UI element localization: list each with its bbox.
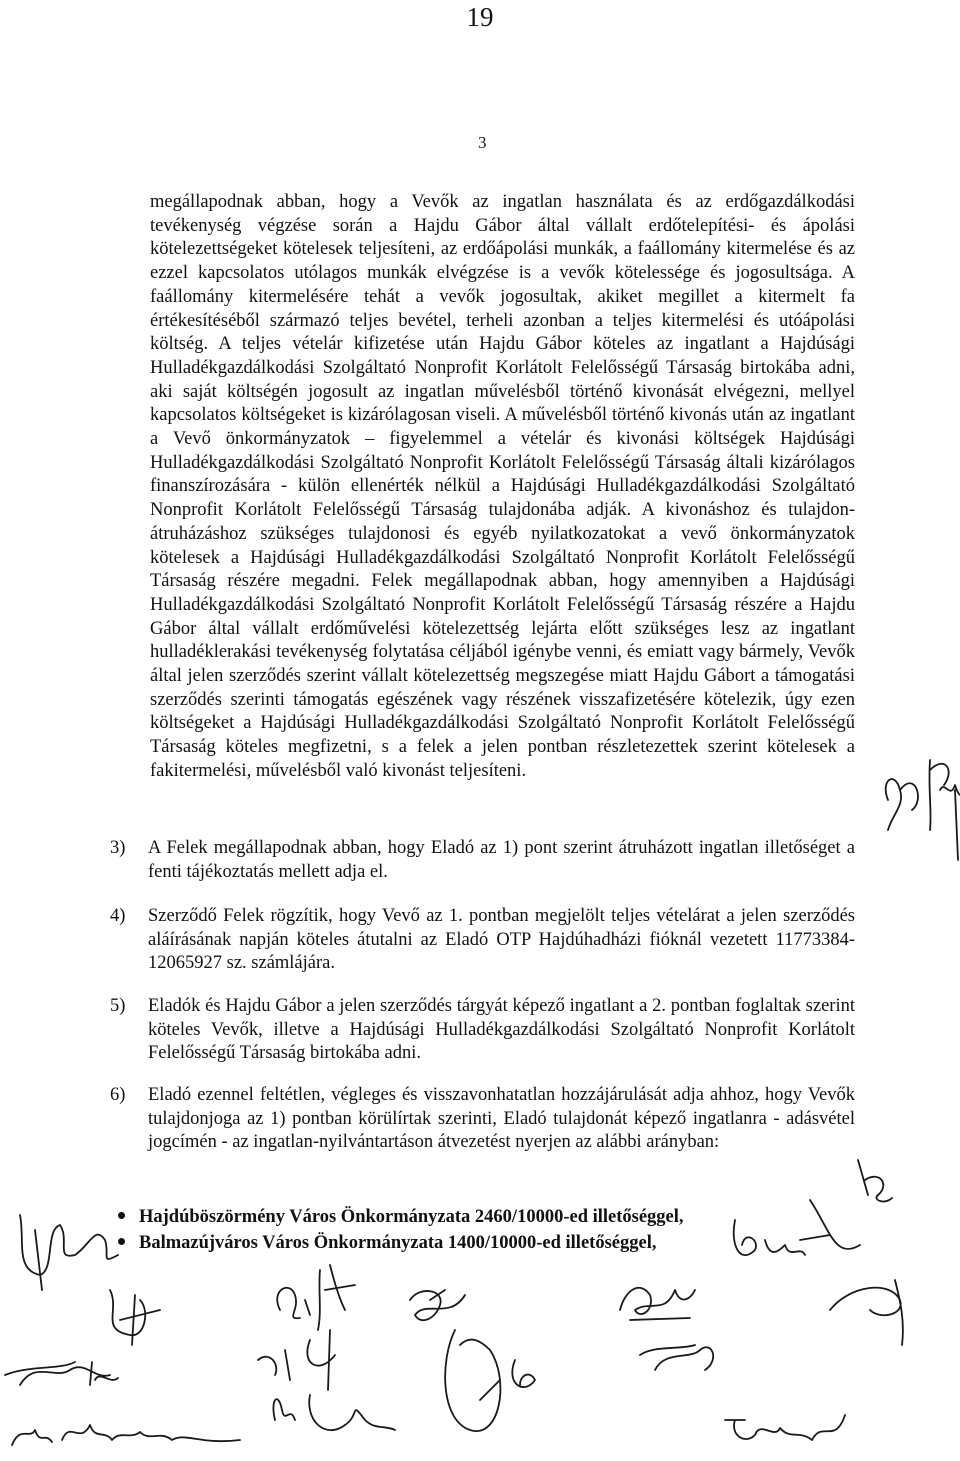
clause-number: 6) [110, 1085, 126, 1105]
intro-paragraph: megállapodnak abban, hogy a Vevők az ingatlan használata és az erdőgazdálkodási tevékenység végzése során a Hajdu Gábor által vállalt erdőtelepítési- és ápolási kötelezettségeket kötelesek teljesíteni, az erdőápolási munkák, a faállomány kitermelése és az ezzel kapcsolatos utólagos munkák elvégzése is a vevők kötelessége és jogosultsága. A faállomány kitermelésére tehát a vevők jogosultak, akiket megillet a kitermelt fa értékesítéséből származó teljes bevétel, terheli azonban a teljes kitermelési és utóápolási költség. A teljes vételár kifizetése után Hajdu Gábor köteles az ingatlant a Hajdúsági Hulladékgazdálkodási Szolgáltató Nonprofit Korlátolt Felelősségű Társaság birtokába adni, aki saját költségén jogosult az ingatlan művelésből történő kivonását elvégezni, mellyel kapcsolatos költségeket is kizárólagosan viseli. A művelésből történő kivonás után az ingatlant a Vevő önkormányzatok – figyelemmel a vételár és kivonási költségek Hajdúsági Hulladékgazdálkodási Szolgáltató Nonprofit Korlátolt Felelősségű Társaság általi kizárólagos finanszírozására - külön ellenérték nélkül a Hajdúsági Hulladékgazdálkodási Szolgáltató Nonprofit Korlátolt Felelősségű Társaság tulajdonába adják. A kivonáshoz és tulajdon-átruházáshoz szükséges tulajdonosi és egyéb nyilatkozatokat a vevő önkormányzatok kötelesek a Hajdúsági Hulladékgazdálkodási Szolgáltató Nonprofit Korlátolt Felelősségű Társaság részére megadni. Felek megállapodnak abban, hogy amennyiben a Hajdúsági Hulladékgazdálkodási Szolgáltató Nonprofit Korlátolt Felelősségű Társaság részére a Hajdu Gábor által vállalt erdőművelési kötelezettség lejárta előtt szükséges lesz az ingatlant hulladéklerakási tevékenység folytatása céljából igénybe venni, és emiatt vagy bármely, Vevők által jelen szerződés szerint vállalt kötelezettség megszegése miatt Hajdu Gábort a támogatási szerződés szerinti támogatás egészének vagy részének visszafizetésére kötelezik, úgy ezen költségeket a Hajdúsági Hulladékgazdálkodási Szolgáltató Nonprofit Korlátolt Felelősségű Társaság köteles megfizetni, s a felek a jelen pontban részletezettek szerint kötelesek a fakitermelési, művelésből való kivonást teljesíteni. [150, 192, 855, 781]
right-signature-1 [734, 1220, 830, 1255]
inner-page-number: 3 [478, 133, 487, 152]
clause-3 [110, 837, 855, 884]
bullet-text: Hajdúböszörmény Város Önkormányzata 2460/10000-ed illetőséggel, [139, 1207, 684, 1227]
right-signature-4 [810, 1200, 903, 1345]
clause-number: 3) [110, 838, 126, 858]
clause-5 [110, 995, 855, 1066]
clause-text: A Felek megállapodnak abban, hogy Eladó az 1) pont szerint átruházott ingatlan illetőséget a fenti tájékoztatás mellett adja el. [148, 838, 855, 882]
center-signature-5 [445, 1330, 500, 1431]
clause-6 [110, 1084, 855, 1155]
ownership-bullets [118, 1204, 684, 1256]
center-signature-4 [410, 1290, 465, 1320]
right-signature-2 [620, 1288, 695, 1320]
clause-4 [110, 905, 855, 976]
clause-number: 4) [110, 906, 126, 926]
center-signature-2 [258, 1330, 335, 1390]
bullet-dot-icon [118, 1238, 125, 1245]
bullet-text: Balmazújváros Város Önkormányzata 1400/10000-ed illetőséggel, [139, 1233, 657, 1253]
left-signature-3 [5, 1362, 118, 1385]
bullet-dot-icon [118, 1212, 125, 1219]
clause-text: Szerződő Felek rögzítik, hogy Vevő az 1. pontban megjelölt teljes vételárat a jelen szerződés aláírásának napján köteles átutalni az Eladó OTP Hajdúhadházi fióknál vezetett 11773384-12065927 sz. számlájára. [148, 906, 855, 974]
center-signature-3 [273, 1395, 395, 1430]
clause-text: Eladók és Hajdu Gábor a jelen szerződés tárgyát képező ingatlant a 2. pontban foglaltak szerint köteles Vevők, illetve a Hajdúsági Hulladékgazdálkodási Szolgáltató Nonprofit Korlátolt Felelősségű Társaság birtokába adni. [148, 996, 855, 1064]
left-bottom-signature [12, 1425, 240, 1445]
left-signature-1 [20, 1215, 118, 1290]
left-signature-2 [110, 1290, 160, 1345]
right-margin-mark-signature [858, 1160, 892, 1201]
center-signature-1 [277, 1265, 355, 1330]
right-bottom-signature [725, 1415, 845, 1440]
clause-number: 5) [110, 996, 126, 1016]
margin-initials-signature [886, 760, 960, 860]
right-signature-3 [640, 1345, 713, 1370]
bullet-item [118, 1204, 684, 1230]
center-signature-6 [512, 1360, 535, 1387]
outer-page-number: 19 [466, 2, 494, 32]
clause-text: Eladó ezennel feltétlen, végleges és visszavonhatatlan hozzájárulását adja ahhoz, hogy Vevők tulajdonjoga az 1) pontban körülírtak szerinti, Eladó tulajdonát képező ingatlanra - adásvétel jogcímén - az ingatlan-nyilvántartáson átvezetést nyerjen az alábbi arányban: [148, 1085, 855, 1153]
bullet-item [118, 1230, 684, 1256]
